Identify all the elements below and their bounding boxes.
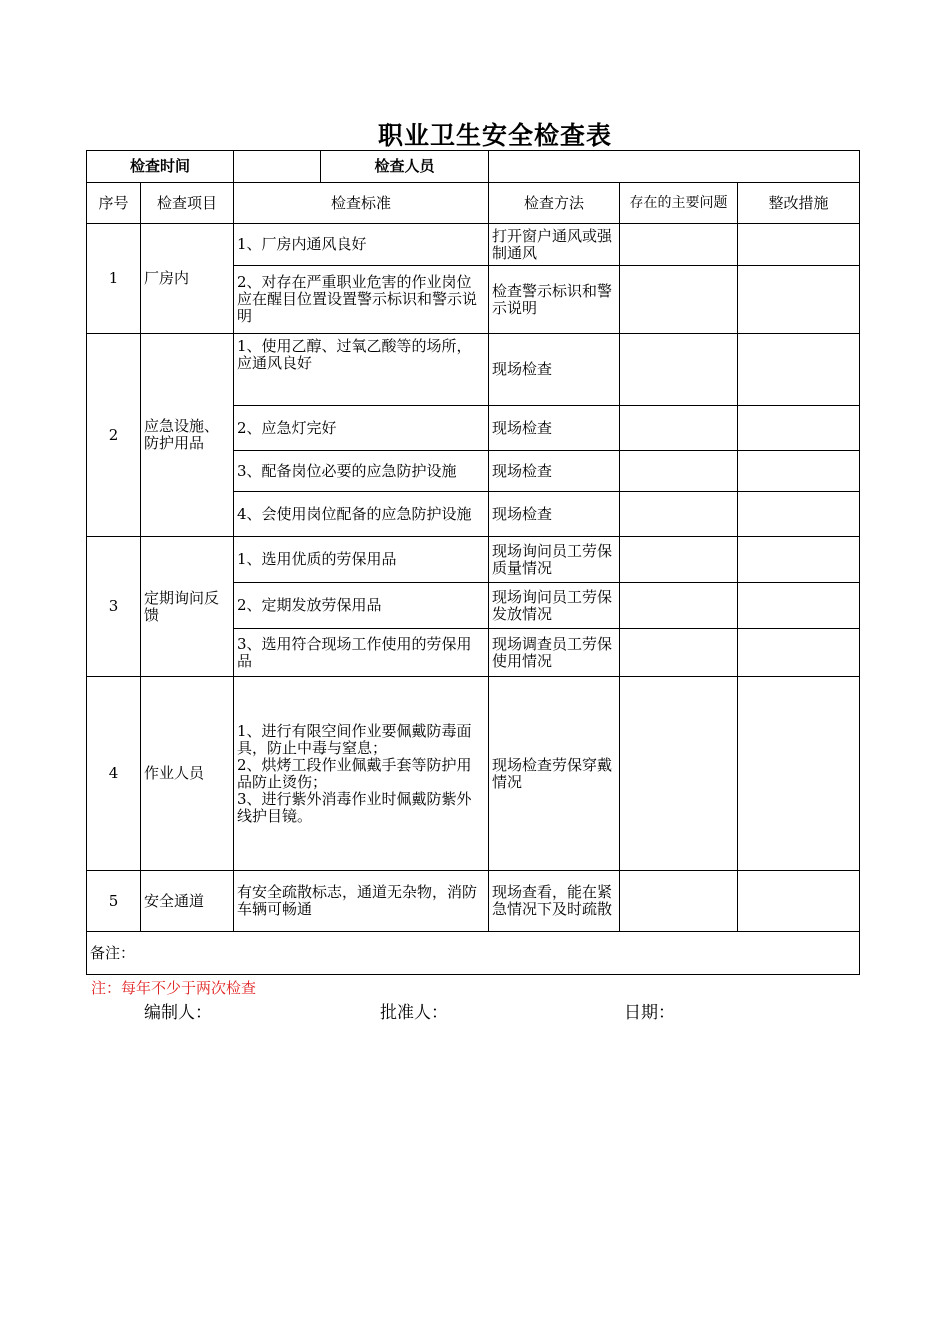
problem-cell[interactable] (620, 266, 738, 334)
standard-cell: 1、使用乙醇、过氧乙酸等的场所，应通风良好 (234, 334, 489, 406)
inspector-value[interactable] (489, 151, 860, 183)
section-item: 定期询问反馈 (141, 537, 234, 677)
measure-cell[interactable] (738, 406, 860, 451)
table-row (87, 334, 860, 406)
page-title: 职业卫生安全检查表 (377, 121, 612, 150)
col-header-item: 检查项目 (141, 183, 234, 224)
col-header-problem: 存在的主要问题 (620, 183, 738, 224)
section-item: 厂房内 (141, 224, 234, 334)
col-header-standard: 检查标准 (234, 183, 489, 224)
problem-cell[interactable] (620, 334, 738, 406)
section-no: 1 (87, 224, 141, 334)
measure-cell[interactable] (738, 266, 860, 334)
method-cell: 现场检查 (489, 334, 620, 406)
table-row (87, 224, 860, 266)
measure-cell[interactable] (738, 224, 860, 266)
footnote: 注：每年不少于两次检查 (91, 979, 257, 997)
problem-cell[interactable] (620, 451, 738, 492)
section-no: 5 (87, 871, 141, 932)
problem-cell[interactable] (620, 871, 738, 932)
standard-cell: 4、会使用岗位配备的应急防护设施 (234, 492, 489, 537)
method-cell: 现场检查 (489, 451, 620, 492)
problem-cell[interactable] (620, 677, 738, 871)
problem-cell[interactable] (620, 583, 738, 629)
method-cell: 现场检查 (489, 406, 620, 451)
info-row (87, 151, 860, 183)
method-cell: 现场调查员工劳保使用情况 (489, 629, 620, 677)
standard-line: 1、进行有限空间作业要佩戴防毒面具，防止中毒与窒息； (237, 721, 472, 757)
standard-line: 3、进行紫外消毒作业时佩戴防紫外线护目镜。 (237, 789, 472, 825)
date-label: 日期： (624, 1003, 675, 1023)
measure-cell[interactable] (738, 334, 860, 406)
standard-cell: 2、定期发放劳保用品 (234, 583, 489, 629)
inspector-label: 检查人员 (374, 157, 435, 175)
time-value-cell[interactable] (234, 151, 489, 183)
method-cell: 检查警示标识和警示说明 (489, 266, 620, 334)
measure-cell[interactable] (738, 629, 860, 677)
section-no: 2 (87, 334, 141, 537)
method-cell: 现场询问员工劳保发放情况 (489, 583, 620, 629)
problem-cell[interactable] (620, 537, 738, 583)
table-row (87, 677, 860, 871)
section-no: 3 (87, 537, 141, 677)
measure-cell[interactable] (738, 537, 860, 583)
standard-cell: 2、对存在严重职业危害的作业岗位应在醒目位置设置警示标识和警示说明 (234, 266, 489, 334)
measure-cell[interactable] (738, 451, 860, 492)
standard-cell: 3、配备岗位必要的应急防护设施 (234, 451, 489, 492)
remarks-row (87, 932, 860, 975)
standard-line: 2、烘烤工段作业佩戴手套等防护用品防止烫伤； (237, 755, 472, 791)
measure-cell[interactable] (738, 583, 860, 629)
section-no: 4 (87, 677, 141, 871)
remarks-label[interactable]: 备注： (87, 932, 860, 975)
inspection-table (86, 150, 860, 975)
measure-cell[interactable] (738, 677, 860, 871)
method-cell: 打开窗户通风或强制通风 (489, 224, 620, 266)
section-item: 应急设施、防护用品 (141, 334, 234, 537)
problem-cell[interactable] (620, 629, 738, 677)
standard-cell: 有安全疏散标志，通道无杂物，消防车辆可畅通 (234, 871, 489, 932)
standard-cell: 2、应急灯完好 (234, 406, 489, 451)
method-cell: 现场询问员工劳保质量情况 (489, 537, 620, 583)
method-cell: 现场检查劳保穿戴情况 (489, 677, 620, 871)
standard-cell: 3、选用符合现场工作使用的劳保用品 (234, 629, 489, 677)
standard-cell: 1、选用优质的劳保用品 (234, 537, 489, 583)
col-header-method: 检查方法 (489, 183, 620, 224)
measure-cell[interactable] (738, 492, 860, 537)
standard-cell (234, 677, 489, 871)
table-row (87, 537, 860, 583)
col-header-no: 序号 (87, 183, 141, 224)
table-row (87, 871, 860, 932)
problem-cell[interactable] (620, 224, 738, 266)
section-item: 安全通道 (141, 871, 234, 932)
problem-cell[interactable] (620, 406, 738, 451)
measure-cell[interactable] (738, 871, 860, 932)
approver-label: 批准人： (380, 1003, 448, 1023)
time-value[interactable] (234, 151, 321, 182)
col-header-measure: 整改措施 (738, 183, 860, 224)
time-label: 检查时间 (87, 151, 234, 183)
problem-cell[interactable] (620, 492, 738, 537)
method-cell: 现场检查 (489, 492, 620, 537)
column-header-row (87, 183, 860, 224)
preparer-label: 编制人： (144, 1003, 212, 1023)
standard-cell: 1、厂房内通风良好 (234, 224, 489, 266)
method-cell: 现场查看，能在紧急情况下及时疏散 (489, 871, 620, 932)
section-item: 作业人员 (141, 677, 234, 871)
